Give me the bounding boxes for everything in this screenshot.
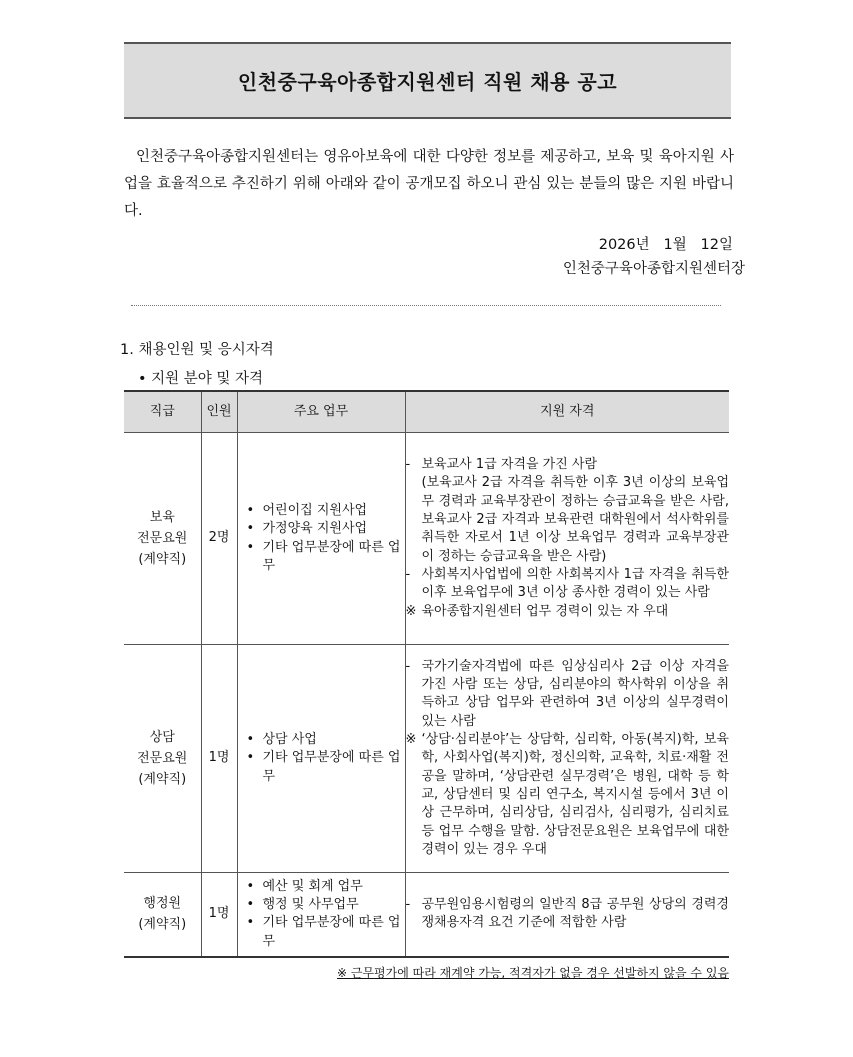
recruitment-table — [124, 390, 729, 958]
section-subheading: • 지원 분야 및 자격 — [138, 371, 264, 387]
table-header-row — [124, 391, 729, 433]
header-duties: 주요 업무 — [237, 391, 405, 433]
section-subheading-text: 지원 분야 및 자격 — [151, 371, 264, 387]
qualification-item: ※ 육아종합지원센터 업무 경력이 있는 자 우대 — [405, 603, 669, 619]
count-cell: 2명 — [201, 433, 237, 645]
dotted-divider — [131, 305, 721, 306]
qualification-item: - 공무원임용시험령의 일반직 8급 공무원 상당의 경력경쟁채용자격 요건 기준에 적합한 사람 — [405, 896, 729, 931]
issuer-name: 인천중구육아종합지원센터장 — [562, 261, 745, 277]
qualification-item: ※ ‘상담·심리분야’는 상담학, 심리학, 아동(복지)학, 보육학, 사회사업(복지)학, 정신의학, 교육학, 치료·재활 전공을 말하며, ‘상담관련 실무경력’은 병원, 대학 등 학교, 상담센터 및 심리 연구소, 복지시설 등에서 3년 이상 근무하며, 심리상담, 심리검사, 심리평가, 심리치료 등 업무 수행을 말함. 상담전문요원은 보육업무에 대한 경력이 있는 경우 우대 — [405, 732, 729, 857]
duty-item: • 어린이집 지원사업 — [246, 502, 401, 520]
intro-paragraph: 인천중구육아종합지원센터는 영유아보육에 대한 다양한 정보를 제공하고, 보육 및 육아지원 사업을 효율적으로 추진하기 위해 아래와 같이 공개모집 하오니 관심 있는 분들의 많은 지원 바랍니다. — [124, 149, 734, 219]
qualifications-cell — [405, 433, 729, 645]
duty-item: • 기타 업무분장에 따른 업무 — [246, 914, 401, 951]
qualification-item: - 보육교사 1급 자격을 가진 사람 — [405, 457, 597, 473]
duty-item: • 기타 업무분장에 따른 업무 — [246, 749, 401, 786]
table-row — [124, 645, 729, 873]
table-row — [124, 433, 729, 645]
table-row — [124, 873, 729, 957]
qualification-item: (보육교사 2급 자격을 취득한 이후 3년 이상의 보육업무 경력과 교육부장관이 정하는 승급교육을 받은 사람, 보육교사 2급 자격과 보육관련 대학원에서 석사학위를 취득한 자로서 1년 이상 보육업무 경력과 교육부장관이 정하는 승급교육을 받은 사람) — [421, 475, 729, 564]
header-count: 인원 — [201, 391, 237, 433]
rank-cell: 상담 전문요원 (계약직) — [124, 645, 201, 873]
header-qualifications: 지원 자격 — [405, 391, 729, 433]
rank-cell: 보육 전문요원 (계약직) — [124, 433, 201, 645]
qualification-item: - 사회복지사업법에 의한 사회복지사 1급 자격을 취득한 이후 보육업무에 3년 이상 종사한 경력이 있는 사람 — [405, 566, 729, 601]
duty-item: • 상담 사업 — [246, 731, 401, 749]
duty-item: • 행정 및 사무업무 — [246, 896, 401, 914]
rank-cell: 행정원 (계약직) — [124, 873, 201, 957]
page-title: 인천중구육아종합지원센터 직원 채용 공고 — [237, 70, 618, 94]
duty-item: • 가정양육 지원사업 — [246, 520, 401, 538]
count-cell: 1명 — [201, 645, 237, 873]
qualifications-cell — [405, 645, 729, 873]
header-rank: 직급 — [124, 391, 201, 433]
duty-item: • 예산 및 회계 업무 — [246, 878, 401, 896]
announcement-date: 2026년 1월 12일 — [598, 237, 733, 253]
count-cell: 1명 — [201, 873, 237, 957]
section-heading: 1. 채용인원 및 응시자격 — [120, 342, 274, 358]
footnote: ※ 근무평가에 따라 재계약 가능, 적격자가 없을 경우 선발하지 않을 수 있음 — [337, 966, 729, 980]
title-banner — [124, 42, 731, 119]
qualification-item: - 국가기술자격법에 따른 임상심리사 2급 이상 자격을 가진 사람 또는 상담, 심리분야의 학사학위 이상을 취득하고 상담 업무와 관련하여 3년 이상의 실무경력이 있는 사람 — [405, 658, 729, 729]
duties-cell — [237, 645, 405, 873]
qualifications-cell — [405, 873, 729, 957]
duty-item: • 기타 업무분장에 따른 업무 — [246, 539, 401, 576]
duties-cell — [237, 873, 405, 957]
duties-cell — [237, 433, 405, 645]
